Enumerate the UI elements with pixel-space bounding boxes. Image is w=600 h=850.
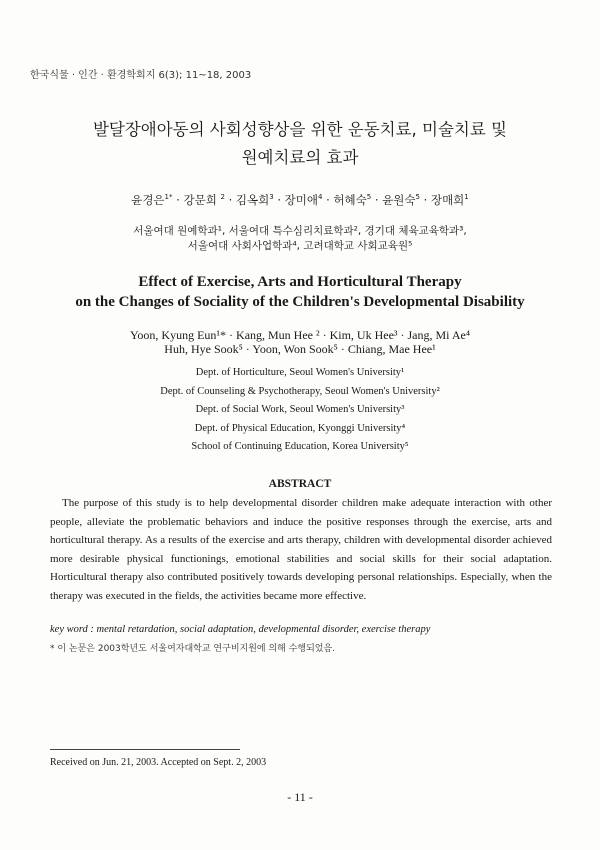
- english-title-line-1: Effect of Exercise, Arts and Horticultural Therapy: [138, 274, 462, 290]
- department-list: [30, 364, 570, 457]
- korean-title-line-2: 원예치료의 효과: [241, 148, 359, 167]
- abstract-body: The purpose of this study is to help developmental disorder children make adequate interaction with other people, alleviate the problematic behaviors and induce the positive responses through the exercise, arts and horticultural therapy. As a results of the exercise and arts therapy, children with developmental disorder achieved more desirable physical functionings, emotional stabilities and social skills for their social adaptation. Horticultural therapy also contributed positively towards developing personal relationships. Especially, when the therapy was executed in the fields, the activities became more effective.: [50, 497, 552, 602]
- korean-affiliation-line-2: 서울여대 사회사업학과⁴, 고려대학교 사회교육원⁵: [187, 240, 413, 252]
- author-ko: 윤원숙$^5$: [382, 193, 420, 207]
- author-ko: 허혜숙$^5$: [333, 193, 372, 207]
- author-ko: 윤경은$^{1*}$: [131, 193, 173, 207]
- funding-footnote: * 이 논문은 2003학년도 서울여자대학교 연구비지원에 의해 수행되었음.: [50, 644, 336, 654]
- english-title-line-2: on the Changes of Sociality of the Children's Developmental Disability: [75, 294, 525, 310]
- korean-affiliations: [30, 224, 570, 254]
- korean-title-line-1: 발달장애아동의 사회성향상을 위한 운동치료, 미술치료 및: [92, 120, 507, 139]
- footnote-divider: [50, 749, 240, 750]
- author-ko: 장미애$^4$: [284, 193, 323, 207]
- english-authors-line-2: Huh, Hye Sook⁵ · Yoon, Won Sook⁵ · Chiang, Mae Hee¹: [164, 342, 436, 356]
- abstract-heading: ABSTRACT: [268, 478, 332, 490]
- english-authors-line-1: Yoon, Kyung Eun¹* · Kang, Mun Hee ² · Kim, Uk Hee³ · Jang, Mi Ae⁴: [129, 328, 471, 342]
- korean-affiliation-line-1: 서울여대 원예학과¹, 서울여대 특수심리치료학과², 경기대 체육교육학과³,: [133, 225, 467, 237]
- english-authors: [30, 328, 570, 356]
- korean-authors: 윤경은$^{1*}$ · 강문희 $^2$ · 김옥희$^3$ · 장미애$^4$ · 허혜숙$^5$ · 윤원숙$^5$ · 장매희$^1$: [131, 193, 469, 207]
- department-item: Dept. of Social Work, Seoul Women's University³: [195, 404, 405, 415]
- page-number: - 11 -: [287, 790, 313, 804]
- journal-reference: 한국식물 · 인간 · 환경학회지 6(3); 11~18, 2003: [30, 70, 252, 81]
- author-ko: 강문희 $^2$: [183, 193, 225, 207]
- department-item: Dept. of Counseling & Psychotherapy, Seoul Women's University²: [160, 385, 440, 397]
- department-item: Dept. of Physical Education, Kyonggi University⁴: [194, 422, 406, 434]
- received-date: Received on Jun. 21, 2003. Accepted on Sept. 2, 2003: [50, 757, 267, 768]
- department-item: School of Continuing Education, Korea University⁵: [191, 441, 409, 452]
- english-title: [20, 272, 580, 312]
- department-item: Dept. of Horticulture, Seoul Women's University¹: [195, 367, 405, 378]
- korean-title: [30, 116, 570, 172]
- author-ko: 장매희$^1$: [430, 193, 469, 207]
- author-ko: 김옥희$^3$: [235, 193, 274, 207]
- keywords: key word : mental retardation, social adaptation, developmental disorder, exercise therapy: [50, 624, 431, 635]
